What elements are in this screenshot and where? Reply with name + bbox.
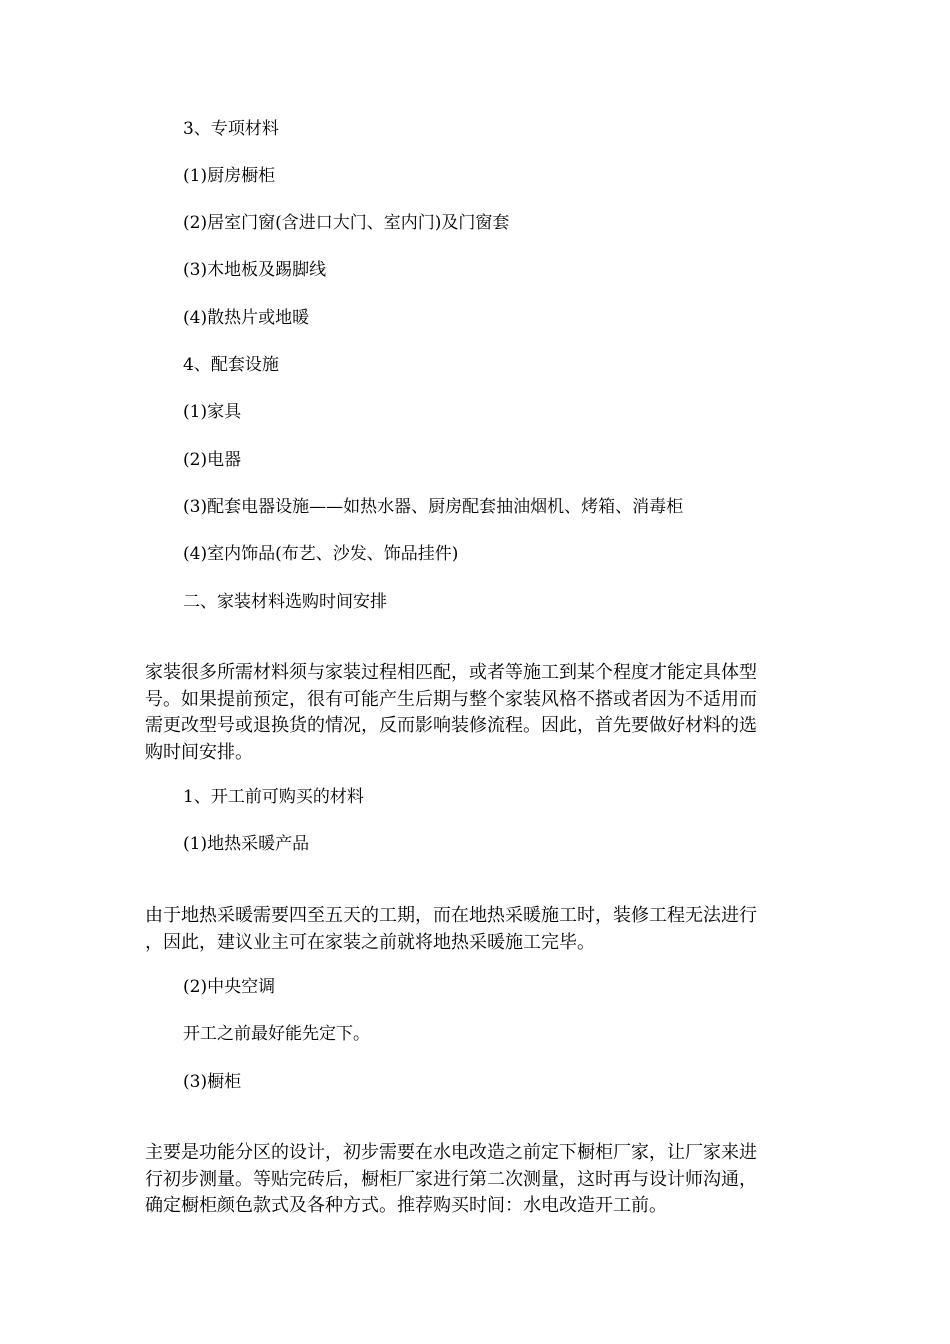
paragraph-line: 号。如果提前预定，很有可能产生后期与整个家装风格不搭或者因为不适用而 (145, 688, 757, 710)
paragraph-line: 家装很多所需材料须与家装过程相匹配，或者等施工到某个程度才能定具体型 (145, 662, 757, 683)
paragraph-line: 行初步测量。等贴完砖后，橱柜厂家进行第二次测量，这时再与设计师沟通， (145, 1168, 757, 1190)
paragraph-line: 确定橱柜颜色款式及各种方式。推荐购买时间：水电改造开工前。 (145, 1195, 667, 1216)
list-item-wood-floor: (3)木地板及踢脚线 (183, 260, 327, 280)
paragraph-floor-heating (145, 903, 805, 956)
list-item-supporting-appliances: (3)配套电器设施——如热水器、厨房配套抽油烟机、烤箱、消毒柜 (183, 497, 684, 517)
list-item-appliances: (2)电器 (183, 450, 242, 470)
paragraph-line: 购时间安排。 (145, 741, 253, 763)
list-item-kitchen-cabinet: (1)厨房橱柜 (183, 166, 276, 186)
list-item-cabinet: (3)橱柜 (183, 1072, 242, 1092)
chapter-heading-2: 二、家装材料选购时间安排 (183, 592, 387, 612)
section-heading-1: 1、开工前可购买的材料 (183, 787, 364, 807)
list-item-furniture: (1)家具 (183, 402, 242, 422)
list-item-radiator: (4)散热片或地暖 (183, 308, 310, 328)
list-item-central-ac: (2)中央空调 (183, 977, 276, 997)
paragraph-cabinet (145, 1140, 805, 1220)
paragraph-purchase-timing (145, 660, 805, 766)
paragraph-line: ，因此，建议业主可在家装之前就将地热采暖施工完毕。 (145, 931, 595, 953)
section-heading-4: 4、配套设施 (183, 355, 279, 375)
paragraph-line: 主要是功能分区的设计，初步需要在水电改造之前定下橱柜厂家，让厂家来进 (145, 1142, 757, 1163)
paragraph-line: 需更改型号或退换货的情况，反而影响装修流程。因此，首先要做好材料的选 (145, 715, 757, 736)
list-item-decor: (4)室内饰品(布艺、沙发、饰品挂件) (183, 544, 459, 564)
list-item-floor-heating: (1)地热采暖产品 (183, 834, 310, 854)
list-item-doors-windows: (2)居室门窗(含进口大门、室内门)及门窗套 (183, 213, 510, 233)
section-heading-3: 3、专项材料 (183, 119, 279, 139)
note-central-ac: 开工之前最好能先定下。 (183, 1024, 370, 1044)
paragraph-line: 由于地热采暖需要四至五天的工期，而在地热采暖施工时，装修工程无法进行 (145, 905, 757, 926)
